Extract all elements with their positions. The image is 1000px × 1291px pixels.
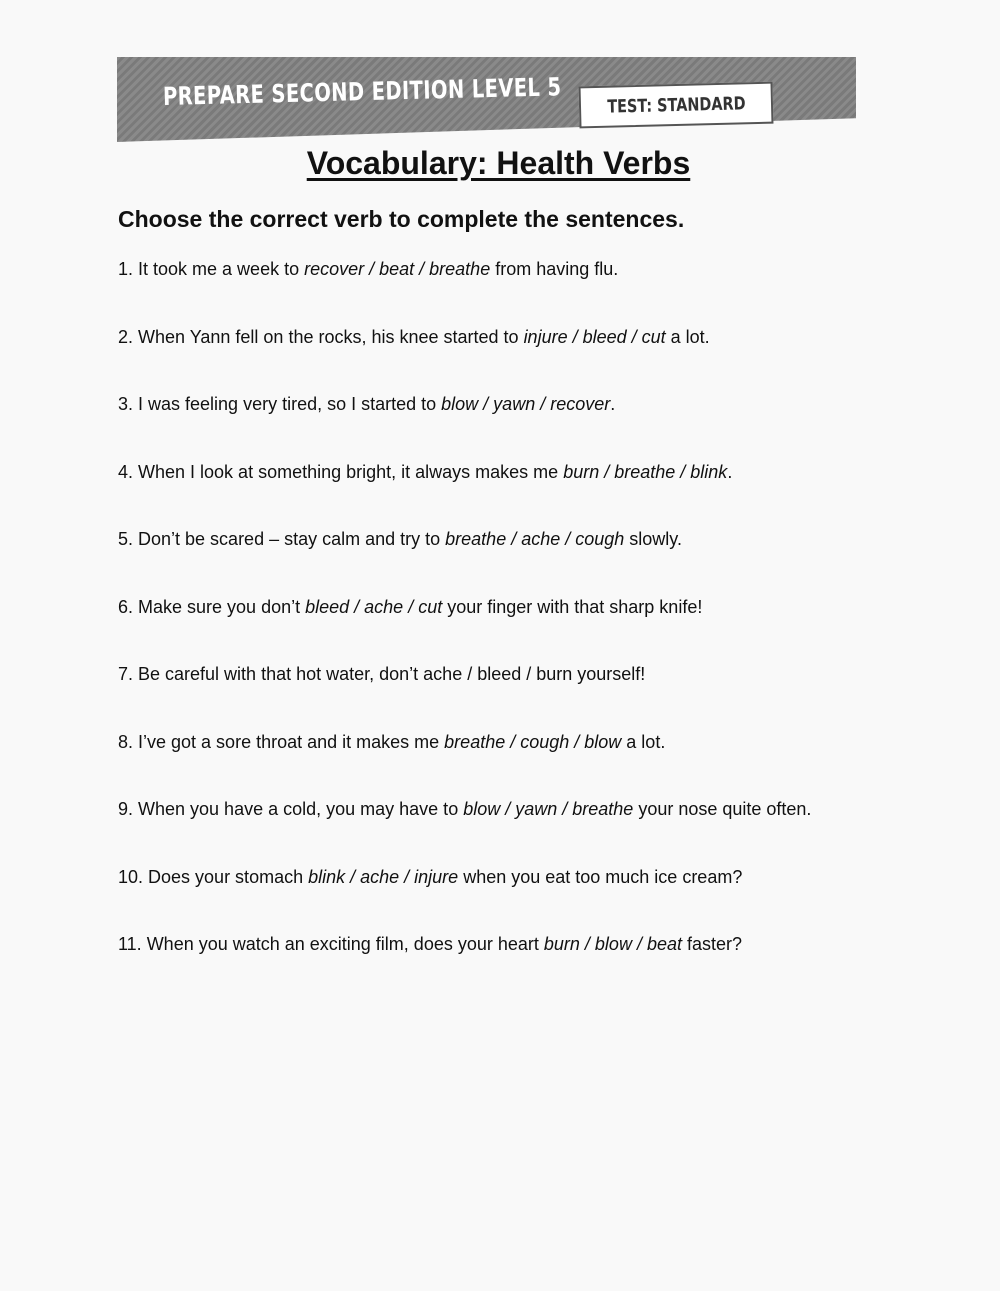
question-6 [118, 595, 811, 663]
verb-options: burn / blow / beat [543, 934, 682, 954]
question-text: . [727, 461, 733, 482]
question-text: 3. I was feeling very tired, so I started to [118, 394, 442, 414]
question-text: 2. When Yann fell on the rocks, his knee started to [118, 326, 524, 347]
verb-options: breathe / ache / cough [445, 529, 625, 549]
question-text: 5. Don’t be scared – stay calm and try to [118, 529, 446, 549]
question-7 [118, 662, 811, 730]
question-text: when you eat too much ice cream? [458, 866, 743, 887]
question-text: a lot. [665, 326, 710, 347]
question-text: 9. When you have a cold, you may have to [118, 799, 464, 819]
verb-options: blow / yawn / breathe [463, 799, 634, 819]
question-text: 11. When you watch an exciting film, does your heart [118, 934, 544, 954]
verb-options: blink / ache / injure [308, 866, 459, 887]
verb-options: recover / beat / breathe [304, 259, 491, 279]
question-text: 6. Make sure you don’t [118, 596, 306, 617]
question-text: 4. When I look at something bright, it always makes me [118, 461, 564, 482]
test-label: TEST: STANDARD [606, 92, 746, 118]
question-text: a lot. [621, 731, 666, 752]
verb-options: injure / bleed / cut [523, 326, 666, 347]
question-8 [118, 730, 811, 798]
question-1 [118, 257, 811, 325]
question-3 [118, 392, 811, 460]
test-label-box [579, 82, 774, 129]
question-text: 7. Be careful with that hot water, don’t ache / bleed / burn yourself! [118, 664, 646, 684]
question-10 [118, 865, 811, 933]
question-2 [118, 325, 811, 393]
question-11 [118, 932, 811, 1000]
verb-options: breathe / cough / blow [444, 731, 622, 752]
question-text: 10. Does your stomach [118, 866, 309, 887]
banner-title: PREPARE SECOND EDITION LEVEL 5 [162, 72, 562, 111]
question-list [118, 257, 811, 1000]
instructions: Choose the correct verb to complete the sentences. [118, 206, 685, 232]
question-4 [118, 460, 811, 528]
question-text: your finger with that sharp knife! [442, 596, 703, 617]
question-text: 1. It took me a week to [118, 259, 305, 279]
question-text: faster? [681, 934, 743, 954]
page-title: Vocabulary: Health Verbs [306, 145, 691, 181]
question-text: your nose quite often. [633, 799, 812, 819]
question-text: from having flu. [490, 259, 619, 279]
question-9 [118, 797, 811, 865]
question-text: slowly. [624, 529, 682, 549]
verb-options: burn / breathe / blink [563, 461, 728, 482]
question-text: 8. I’ve got a sore throat and it makes me [118, 731, 445, 752]
verb-options: blow / yawn / recover [441, 394, 611, 414]
question-text: . [610, 394, 616, 414]
verb-options: bleed / ache / cut [305, 596, 443, 617]
question-5 [118, 527, 811, 595]
